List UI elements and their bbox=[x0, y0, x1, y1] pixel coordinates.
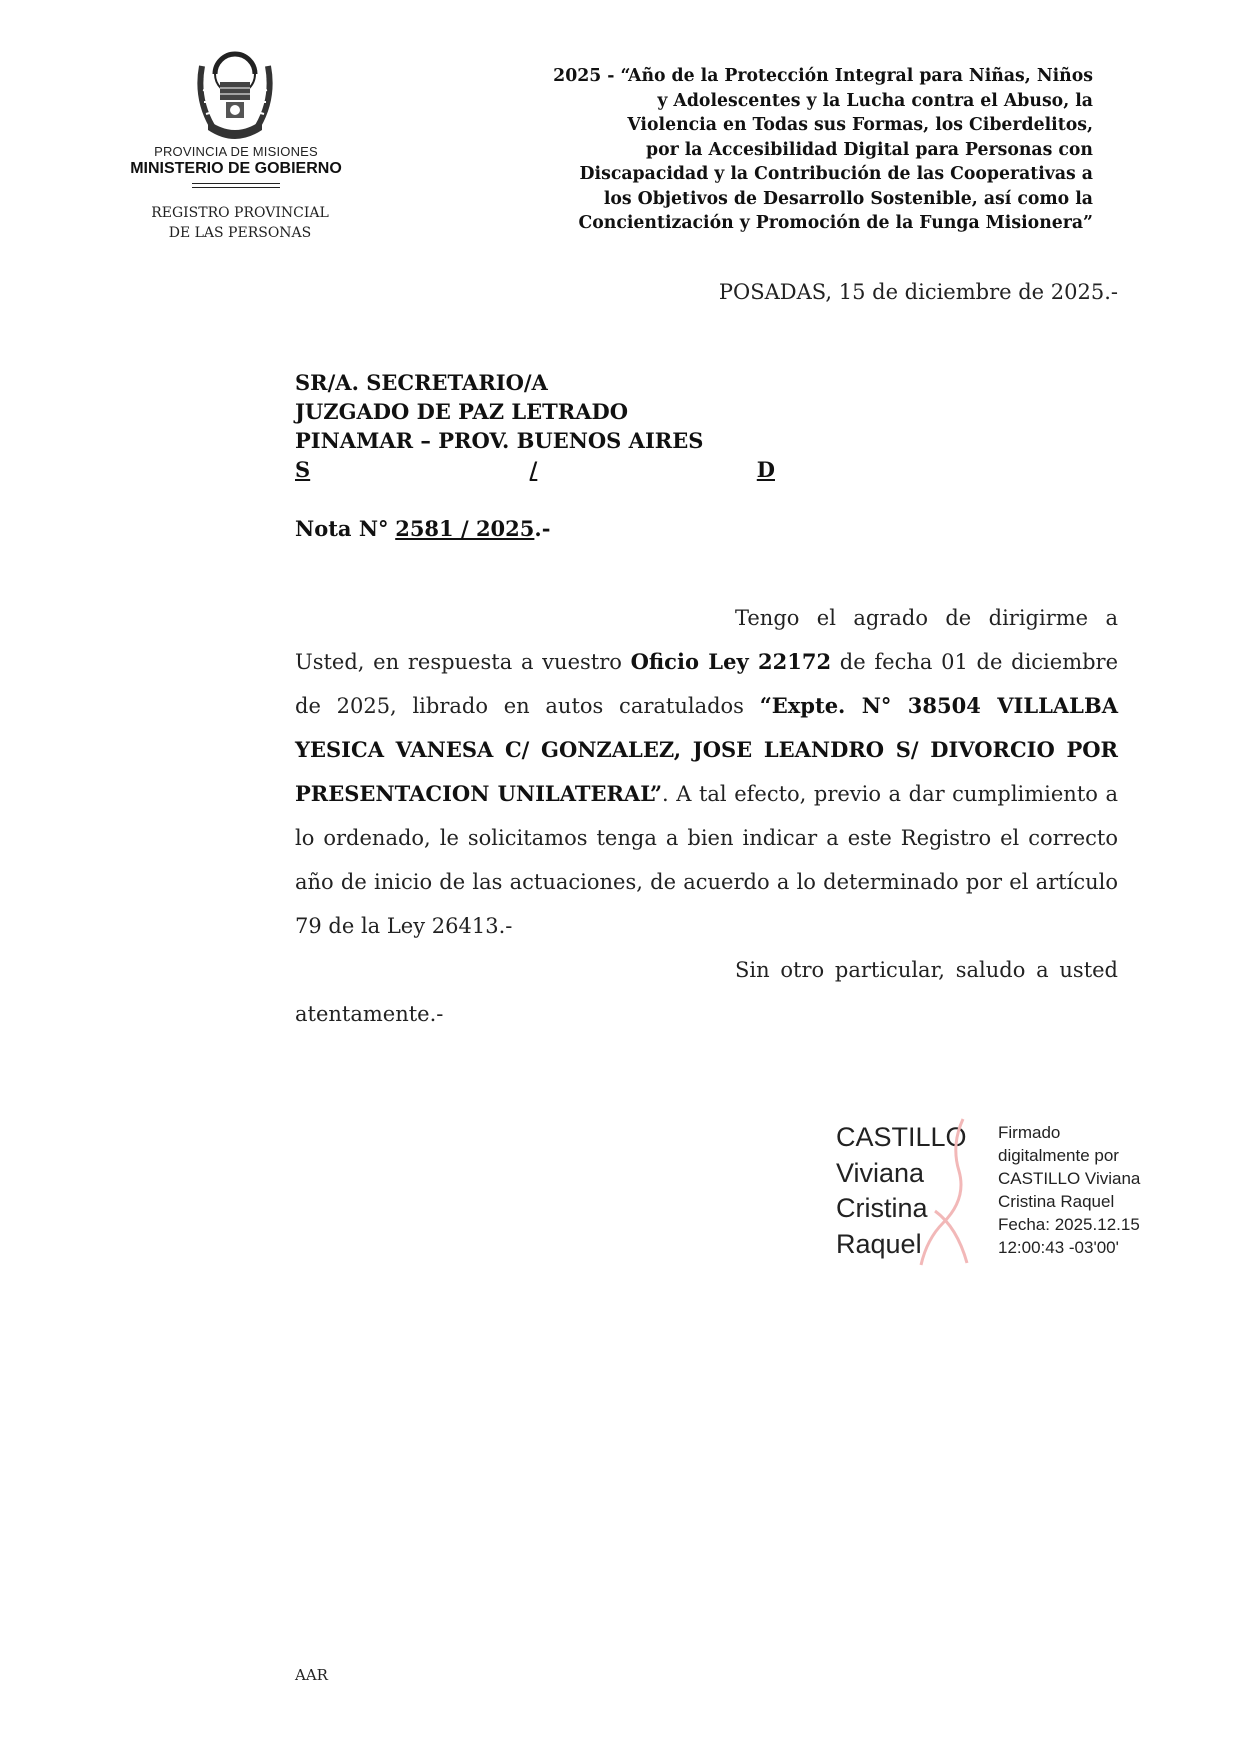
header-rule bbox=[192, 187, 280, 188]
letter-date: POSADAS, 15 de diciembre de 2025.- bbox=[718, 280, 1118, 304]
note-value: 2581 / 2025 bbox=[395, 516, 535, 541]
body-paragraph bbox=[295, 596, 1118, 948]
motto-line: 2025 - “Año de la Protección Integral para Niñas, Niños bbox=[553, 66, 1093, 86]
closing-paragraph: Sin otro particular, saludo a usted atentamente.- bbox=[295, 958, 1118, 1026]
signature-info-line: Firmado bbox=[998, 1123, 1061, 1142]
addressee-line: PINAMAR – PROV. BUENOS AIRES bbox=[295, 428, 704, 453]
note-number bbox=[295, 516, 550, 541]
registry-line: REGISTRO PROVINCIAL bbox=[151, 205, 329, 221]
signer-name-line: Raquel bbox=[836, 1228, 922, 1259]
sd-line bbox=[295, 455, 775, 484]
body-text: de fecha 01 de diciembre de 2025, librado en autos caratulados bbox=[295, 650, 1119, 718]
oficio-reference: Oficio Ley 22172 bbox=[630, 649, 832, 674]
motto-line: Violencia en Todas sus Formas, los Ciberdelitos, bbox=[627, 115, 1093, 135]
signature-info-line: digitalmente por bbox=[998, 1146, 1119, 1165]
signer-name-line: Viviana bbox=[836, 1157, 925, 1188]
motto-line: Concientización y Promoción de la Funga Misionera” bbox=[578, 213, 1093, 233]
addressee-line: JUZGADO DE PAZ LETRADO bbox=[295, 399, 628, 424]
signer-name-line: Cristina bbox=[836, 1193, 928, 1223]
digital-signature-mark-icon bbox=[905, 1115, 975, 1270]
signer-name-line: CASTILLO bbox=[836, 1122, 967, 1152]
year-motto bbox=[460, 64, 1093, 236]
motto-line: y Adolescentes y la Lucha contra el Abuso, la bbox=[657, 90, 1093, 111]
body-text: . A tal efecto, previo a dar cumplimiento a lo ordenado, le solicitamos tenga a bien indicar a este Registro el correcto año de inicio de las actuaciones, de acuerdo a lo determinado por el artículo 79 de la Ley 26413.- bbox=[295, 782, 1118, 938]
typist-initials: AAR bbox=[295, 1666, 328, 1684]
ministry-name: MINISTERIO DE GOBIERNO bbox=[130, 160, 342, 177]
motto-line: los Objetivos de Desarrollo Sostenible, así como la bbox=[603, 188, 1093, 209]
note-suffix: .- bbox=[534, 516, 551, 541]
motto-line: Discapacidad y la Contribución de las Cooperativas a bbox=[579, 164, 1093, 184]
registry-line: DE LAS PERSONAS bbox=[168, 225, 312, 241]
signature-info-line: Fecha: 2025.12.15 bbox=[998, 1215, 1140, 1234]
header-rule bbox=[192, 183, 280, 184]
province-name: PROVINCIA DE MISIONES bbox=[154, 144, 318, 159]
signature-info bbox=[998, 1121, 1168, 1259]
motto-line: por la Accesibilidad Digital para Personas con bbox=[646, 139, 1093, 160]
note-label: Nota N° bbox=[295, 516, 389, 541]
signature-info-line: CASTILLO Viviana bbox=[998, 1169, 1141, 1188]
body-text: Tengo el agrado de dirigirme a Usted, en respuesta a vuestro bbox=[295, 606, 1118, 674]
sd-s: S bbox=[295, 457, 311, 482]
case-title: “Expte. N° 38504 VILLALBA YESICA VANESA C/ GONZALEZ, JOSE LEANDRO S/ DIVORCIO POR PRESENTACION UNILATERAL” bbox=[295, 693, 1118, 806]
sd-slash: / bbox=[529, 457, 538, 482]
addressee-block bbox=[295, 368, 775, 484]
signature-info-line: Cristina Raquel bbox=[998, 1192, 1115, 1211]
registry-name bbox=[120, 203, 360, 243]
provincial-seal-logo bbox=[190, 48, 280, 140]
letter-body bbox=[295, 596, 1118, 1036]
addressee-line: SR/A. SECRETARIO/A bbox=[295, 370, 548, 395]
signature-info-line: 12:00:43 -03'00' bbox=[998, 1238, 1119, 1257]
sd-d: D bbox=[756, 457, 775, 482]
